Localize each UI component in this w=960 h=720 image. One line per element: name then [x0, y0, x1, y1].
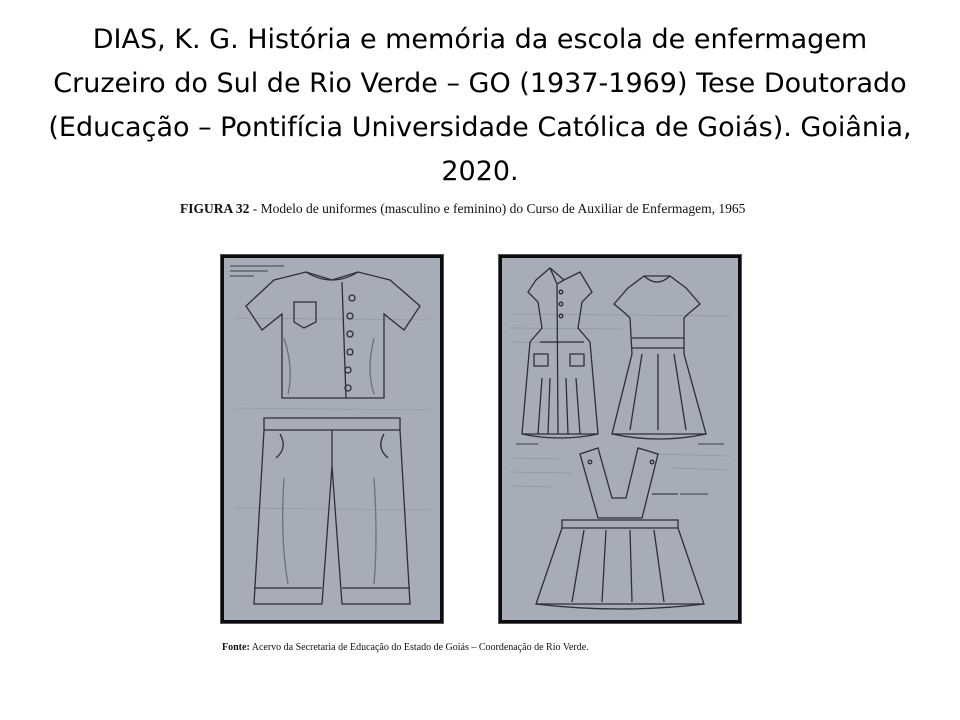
figure-caption: [180, 200, 790, 217]
source-text: Acervo da Secretaria de Educação do Estado de Goiás – Coordenação de Rio Verde.: [249, 642, 589, 653]
female-uniform-sketch: [502, 258, 738, 620]
paper-texture: [234, 318, 430, 510]
slide-title: DIAS, K. G. História e memória da escola de enfermagem Cruzeiro do Sul de Rio Verde – GO (1937-1969) Tese Doutorado (Educação – Pontifícia Universidade Católica de Goiás). Goiânia, 2020.: [48, 24, 912, 187]
figure-label: FIGURA 32: [180, 201, 250, 216]
figure-caption-text: - Modelo de uniformes (masculino e feminino) do Curso de Auxiliar de Enfermagem, 1965: [249, 201, 746, 216]
male-uniform-image: [221, 255, 443, 623]
apron-drawing: [536, 448, 704, 609]
header-stamp: [230, 266, 284, 276]
shirt-drawing: [246, 272, 420, 398]
back-dress-drawing: [612, 276, 706, 439]
trousers-drawing: [254, 418, 410, 604]
female-uniform-image: [499, 255, 741, 623]
source-label: Fonte:: [222, 642, 250, 653]
front-dress-drawing: [522, 268, 598, 438]
source-note: [222, 642, 782, 653]
male-uniform-sketch: [224, 258, 440, 620]
